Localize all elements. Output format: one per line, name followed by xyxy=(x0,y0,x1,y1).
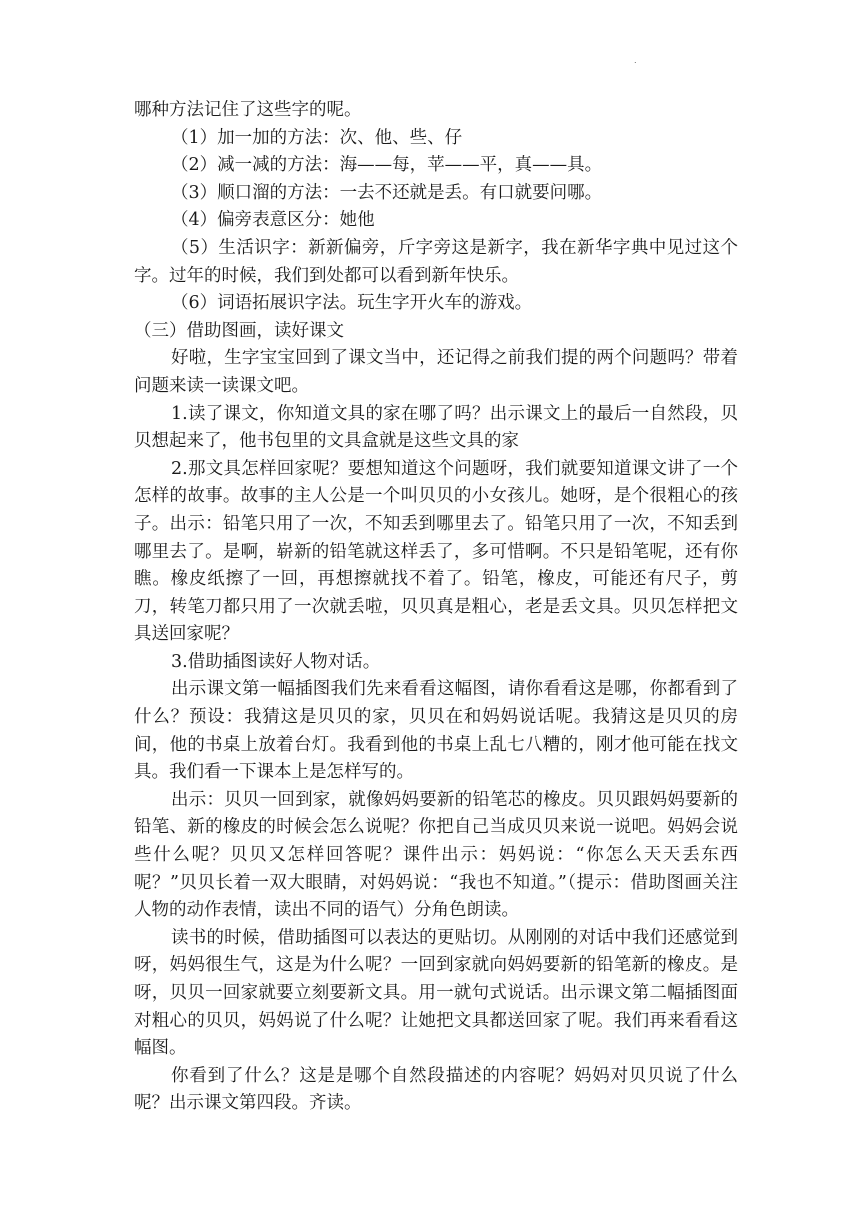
paragraph-continuation: 哪种方法记住了这些字的呢。 xyxy=(134,100,362,120)
paragraph-reading-tip: 读书的时候，借助插图可以表达的更贴切。从刚刚的对话中我们还感觉到呀，妈妈很生气，这是为什么呢？一回到家就向妈妈要新的铅笔新的橡皮。是呀，贝贝一回家就要立刻要新文具。用一就句式说话。出示课文第二幅插图面对粗心的贝贝，妈妈说了什么呢？让她把文具都送回家了呢。我们再来看看这幅图。 xyxy=(134,927,738,1059)
list-item-method-3: （3）顺口溜的方法：一去不还就是丢。有口就要问哪。 xyxy=(171,182,603,203)
paragraph-step-2: 2.那文具怎样回家呢？要想知道这个问题呀，我们就要知道课文讲了一个怎样的故事。故事的主人公是一个叫贝贝的小女孩儿。她呀，是个很粗心的孩子。出示：铅笔只用了一次，不知丢到哪里去了。铅笔只用了一次，不知丢到哪里去了。是啊，崭新的铅笔就这样丢了，多可惜啊。不只是铅笔呢，还有你瞧。橡皮纸擦了一回，再想擦就找不着了。铅笔，橡皮，可能还有尺子，剪刀，转笔刀都只用了一次就丢啦，贝贝真是粗心，老是丢文具。贝贝怎样把文具送回家呢？ xyxy=(134,458,738,645)
paragraph-closing: 你看到了什么？这是是哪个自然段描述的内容呢？妈妈对贝贝说了什么呢？出示课文第四段。齐读。 xyxy=(134,1065,738,1114)
paragraph-illustration-1: 出示课文第一幅插图我们先来看看这幅图，请你看看这是哪，你都看到了什么？预设：我猜这是贝贝的家，贝贝在和妈妈说话呢。我猜这是贝贝的房间，他的书桌上放着台灯。我看到他的书桌上乱七八糟的，刚才他可能在找文具。我们看一下课本上是怎样写的。 xyxy=(134,679,738,783)
list-item-method-2: （2）减一减的方法：海——每，苹——平，真——具。 xyxy=(171,155,603,176)
list-item-method-5: （5）生活识字：新新偏旁，斤字旁这是新字，我在新华字典中见过这个字。过年的时候，我们到处都可以看到新年快乐。 xyxy=(134,237,738,286)
list-item-method-4: （4）偏旁表意区分：她他 xyxy=(171,210,375,231)
header-mark: . xyxy=(634,56,637,65)
list-item-method-6: （6）词语拓展识字法。玩生字开火车的游戏。 xyxy=(171,293,533,314)
paragraph-step-1: 1.读了课文，你知道文具的家在哪了吗？出示课文上的最后一自然段，贝贝想起来了，他书包里的文具盒就是这些文具的家 xyxy=(134,403,738,452)
list-item-method-1: （1）加一加的方法：次、他、些、仔 xyxy=(171,127,463,148)
paragraph-intro: 好啦，生字宝宝回到了课文当中，还记得之前我们提的两个问题吗？带着问题来读一读课文吧。 xyxy=(134,348,738,396)
document-body xyxy=(134,97,738,1118)
section-heading: （三）借助图画，读好课文 xyxy=(134,320,344,341)
paragraph-dialogue: 出示：贝贝一回到家，就像妈妈要新的铅笔芯的橡皮。贝贝跟妈妈要新的铅笔、新的橡皮的时候会怎么说呢？你把自己当成贝贝来说一说吧。妈妈会说些什么呢？贝贝又怎样回答呢？课件出示：妈妈说：“你怎么天天丢东西呢？”贝贝长着一双大眼睛，对妈妈说：“我也不知道。”（提示：借助图画关注人物的动作表情，读出不同的语气）分角色朗读。 xyxy=(134,789,738,921)
paragraph-step-3: 3.借助插图读好人物对话。 xyxy=(171,651,381,672)
